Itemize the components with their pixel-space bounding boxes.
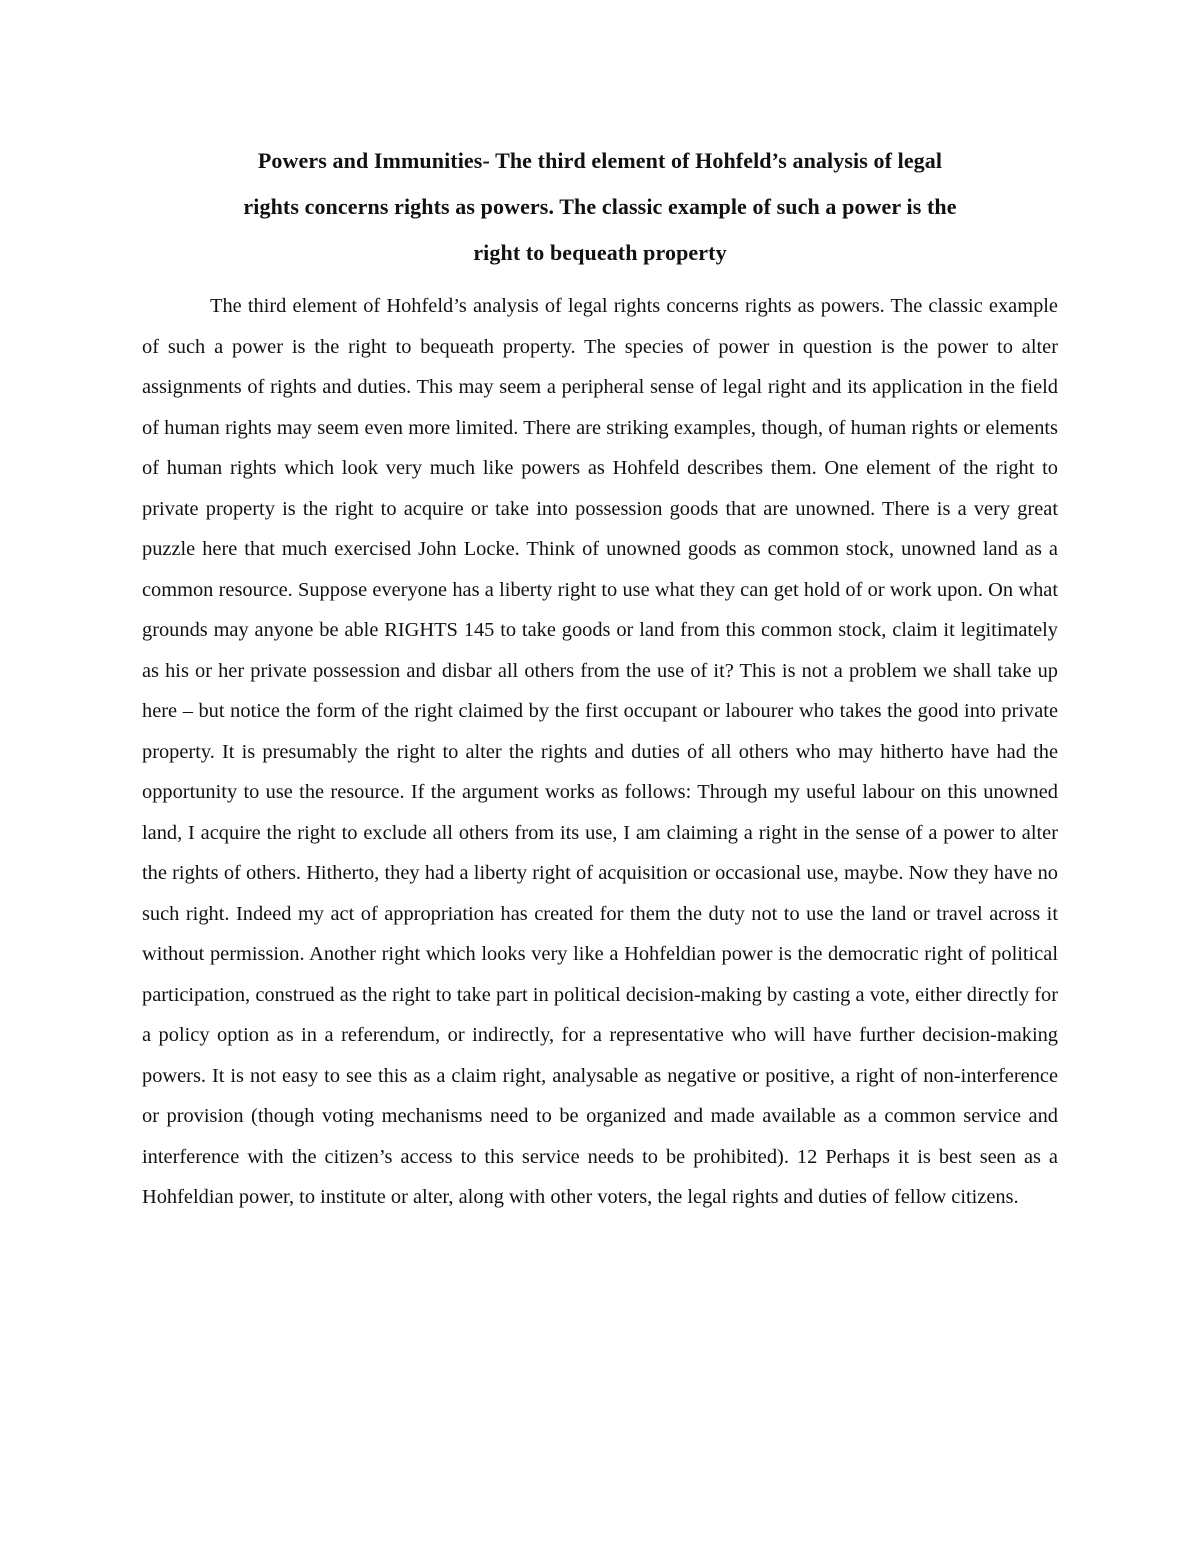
- title-line-3: right to bequeath property: [473, 240, 727, 265]
- document-title: [142, 138, 1058, 276]
- title-line-1: Powers and Immunities- The third element of Hohfeld’s analysis of legal: [257, 148, 943, 173]
- body-paragraph: The third element of Hohfeld’s analysis of legal rights concerns rights as powers. The classic example of such a power is the right to bequeath property. The species of power in question is the power to alter assignments of rights and duties. This may seem a peripheral sense of legal right and its application in the field of human rights may seem even more limited. There are striking examples, though, of human rights or elements of human rights which look very much like powers as Hohfeld describes them. One element of the right to private property is the right to acquire or take into possession goods that are unowned. There is a very great puzzle here that much exercised John Locke. Think of unowned goods as common stock, unowned land as a common resource. Suppose everyone has a liberty right to use what they can get hold of or work upon. On what grounds may anyone be able RIGHTS 145 to take goods or land from this common stock, claim it legitimately as his or her private possession and disbar all others from the use of it? This is not a problem we shall take up here – but notice the form of the right claimed by the first occupant or labourer who takes the good into private property. It is presumably the right to alter the rights and duties of all others who may hitherto have had the opportunity to use the resource. If the argument works as follows: Through my useful labour on this unowned land, I acquire the right to exclude all others from its use, I am claiming a right in the sense of a power to alter the rights of others. Hitherto, they had a liberty right of acquisition or occasional use, maybe. Now they have no such right. Indeed my act of appropriation has created for them the duty not to use the land or travel across it without permission. Another right which looks very like a Hohfeldian power is the democratic right of political participation, construed as the right to take part in political decision-making by casting a vote, either directly for a policy option as in a referendum, or indirectly, for a representative who will have further decision-making powers. It is not easy to see this as a claim right, analysable as negative or positive, a right of non-interference or provision (though voting mechanisms need to be organized and made available as a common service and interference with the citizen’s access to this service needs to be prohibited). 12 Perhaps it is best seen as a Hohfeldian power, to institute or alter, along with other voters, the legal rights and duties of fellow citizens.: [142, 295, 1058, 1208]
- title-line-2: rights concerns rights as powers. The classic example of such a power is the: [243, 194, 957, 219]
